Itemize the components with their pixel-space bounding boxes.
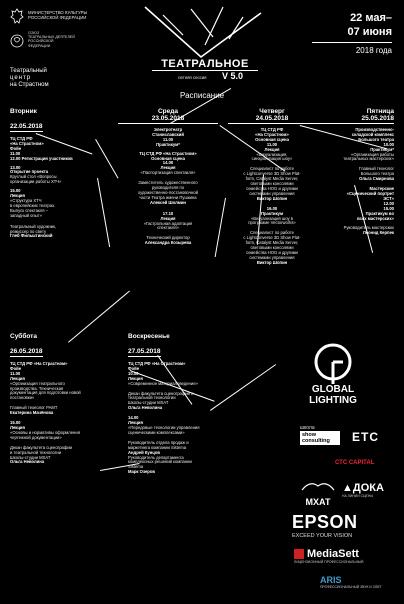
- union-emblem-icon: [10, 33, 24, 54]
- day-tuesday: [10, 108, 90, 239]
- venue-line: Основная сцена: [255, 136, 289, 142]
- day-sunday: [128, 333, 240, 475]
- event-desc: в европейских театрах.: [10, 202, 56, 208]
- speaker-role: Заместитель художественного: [138, 180, 198, 186]
- sat-speaker: [10, 406, 120, 416]
- mediasett-icon: [294, 549, 304, 559]
- speaker-role: части Театра имени Пушкина: [139, 194, 197, 200]
- speaker-role: театральной технологии: [128, 395, 176, 401]
- venue-line: Фойе: [10, 145, 22, 151]
- fri-speaker3: [312, 226, 394, 236]
- thu-speaker2: [228, 231, 316, 265]
- speaker-role: художественно-постановочной: [138, 189, 198, 195]
- event-desc: программе Vectorworks»: [248, 220, 296, 226]
- union-line: ФЕДЕРАЦИИ: [28, 43, 51, 48]
- wed-speaker2: [118, 236, 218, 246]
- thu-venue: [228, 128, 316, 162]
- event-desc: производства. Техническая: [10, 385, 64, 391]
- day-name: Вторник: [10, 108, 37, 115]
- fri-venue: [312, 128, 394, 162]
- event-desc: Выпуск спектакля –: [10, 207, 49, 213]
- speaker-role: Sistema: [128, 464, 144, 470]
- event-title: Лекция: [160, 165, 176, 171]
- speaker-role: Декан факультета сценографии и: [128, 390, 194, 396]
- event-desc: «Организация работы: [351, 151, 394, 157]
- speaker-role: Главный технолог: [359, 166, 394, 172]
- speaker-role: Большого театра: [360, 171, 394, 177]
- page-title: ТЕАТРАЛЬНОЕ: [161, 58, 249, 70]
- event-desc: постановки»: [10, 395, 35, 401]
- consulting-word: consulting: [302, 438, 330, 444]
- session-label: летняя сессия: [178, 75, 207, 80]
- speaker-role: Декан факультета сценографии: [10, 444, 72, 450]
- fri-speaker: [312, 167, 394, 182]
- venue-logo: [10, 68, 49, 88]
- time: 14.00: [128, 415, 139, 421]
- time: 12.00: [383, 200, 394, 206]
- school-word: школа: [300, 425, 315, 431]
- event-desc: «Организация театрального: [10, 380, 65, 386]
- venue-line: Большого театра: [358, 136, 394, 142]
- event-title: Практикум*: [370, 146, 394, 152]
- speaker-role: Специалист по работе: [250, 230, 294, 236]
- mhat-seagull-icon: [300, 478, 336, 492]
- speaker-role: Школы-студии МХАТ: [128, 400, 169, 406]
- venue-logo-line: Театральный: [10, 68, 47, 74]
- time: 12.00: [10, 155, 21, 161]
- day-name: Четверг: [259, 108, 285, 115]
- event-title: Лекция: [10, 375, 25, 381]
- wed-speaker: [118, 181, 218, 206]
- venue-line: ТЦ СТД РФ: [260, 127, 284, 132]
- event-title: Практикум: [260, 210, 284, 216]
- time: 15.00: [10, 188, 21, 194]
- aris-tagline: ПРОФЕССИОНАЛЬНЫЙ ЗВУК И СВЕТ: [320, 585, 382, 589]
- day-name: Воскресенье: [128, 333, 170, 340]
- union-line: СОЮЗ: [28, 31, 40, 35]
- speaker-role: form, Catalyst Media Server,: [245, 240, 299, 246]
- speaker-role: системами управления: [249, 254, 295, 260]
- speaker-role: с Lightconverse 3D Show Plat-: [243, 171, 301, 177]
- doka-word: ДОКА: [352, 482, 384, 494]
- wed-venue: [118, 128, 218, 148]
- date-range: [302, 12, 392, 55]
- ministry-line: РОССИЙСКОЙ ФЕДЕРАЦИИ: [28, 15, 87, 21]
- venue-line: «На Страстном»: [255, 131, 289, 137]
- day-name: Пятница: [366, 108, 394, 115]
- event-title: Открытие проекта: [10, 169, 49, 175]
- time: 11.00: [266, 141, 278, 147]
- sat-item1: [10, 362, 120, 401]
- time: 11.00: [10, 150, 21, 156]
- venue-line: Основная сцена: [151, 155, 185, 161]
- venue-line: ТЦ СТД РФ: [10, 136, 33, 141]
- doka-triangle-icon: ▲: [342, 482, 353, 494]
- ctc-capital-logo: СТС CAPITAL: [335, 460, 375, 466]
- doka-logo: [342, 482, 392, 498]
- version-label: V 5.0: [222, 71, 244, 81]
- theatre-logo-graphic: [143, 5, 263, 65]
- venue-line: Станиславский: [152, 131, 184, 137]
- mediasett-logo: [294, 548, 394, 564]
- wed-item2: [118, 152, 218, 177]
- time: 10.00: [383, 141, 394, 147]
- sun-item2: [128, 416, 240, 436]
- show-consulting-box: [300, 431, 340, 445]
- speaker-role: системами управления: [249, 190, 295, 196]
- time: 10.00: [128, 370, 139, 376]
- venue-line: ТЦ СТД РФ «На Страстном»: [128, 361, 186, 366]
- sat-item2: [10, 421, 120, 441]
- event-desc: Практикум во: [365, 210, 394, 216]
- day-date: 27.05.2018: [128, 348, 161, 355]
- day-thursday: [228, 108, 316, 266]
- speaker-role: и театральной технологии: [10, 449, 62, 455]
- speaker-role: Руководитель отдела продаж и: [128, 439, 189, 445]
- speaker-name: Леонид Керпек: [362, 230, 394, 236]
- day-saturday: [10, 333, 120, 465]
- speaker-role: Руководитель мастерских: [343, 225, 394, 231]
- wed-item3: [118, 212, 218, 232]
- date-divider: [312, 42, 392, 43]
- mhat-text: МХАТ: [305, 497, 331, 507]
- global-word: GLOBAL: [311, 384, 355, 395]
- event-desc: «Структура ХТЧ: [10, 197, 42, 203]
- speaker-role: маркетинга компании Sistema: [128, 444, 187, 450]
- mediasett-word: MediaSett: [307, 548, 359, 560]
- date-range-end: 07 июня: [347, 26, 392, 38]
- day-date: 22.05.2018: [10, 123, 43, 130]
- time: 16.00: [266, 205, 278, 211]
- year-label: 2018 года: [355, 46, 392, 55]
- venue-logo-word: центр: [10, 74, 32, 81]
- event-desc: документация для подготовки новой: [10, 390, 81, 396]
- doka-text: [342, 482, 392, 494]
- event-desc: западный опыт»: [10, 212, 42, 218]
- time: 11.00: [162, 136, 174, 142]
- mediasett-row: [294, 548, 394, 560]
- venue-line: ТЦ СТД РФ «На Страстном»: [139, 150, 197, 156]
- event-desc: «Современное материаловедение»: [128, 380, 198, 386]
- event-desc: синхронизация шоу»: [251, 156, 293, 162]
- etc-logo: ETC: [352, 430, 379, 444]
- day-wednesday: [118, 108, 218, 246]
- ministry-emblem-icon: [10, 8, 24, 29]
- speaker-role: руководителя по: [151, 185, 185, 191]
- venue-line: Мастерские: [369, 186, 394, 192]
- event-desc: театральных мастерских»: [343, 156, 394, 162]
- sun-speaker2: [128, 441, 240, 475]
- event-desc: «Основы и нормативы оформления: [10, 429, 80, 435]
- aris-word: ARIS: [320, 575, 342, 585]
- speaker-name: Марк Озеров: [128, 469, 155, 475]
- union-name: [28, 31, 75, 48]
- event-desc: сценическими комплексами»: [128, 429, 185, 435]
- speaker-name: Глеб Фильштинский: [10, 233, 53, 239]
- show-word: show: [302, 432, 317, 438]
- event-desc: «Визуализация,: [256, 151, 288, 157]
- venue-line: Фойе: [128, 365, 140, 371]
- event-desc: чертежной документации»: [10, 434, 62, 440]
- speaker-role: режиссер по свету: [10, 228, 47, 234]
- doka-subtitle: НА ЛИНИИ СЦЕНЫ: [342, 494, 374, 498]
- event-title: Лекция: [160, 215, 176, 221]
- tue-venue: [10, 137, 90, 162]
- sun-item1: [128, 362, 240, 387]
- venue-line: Фойе: [10, 365, 22, 371]
- time: 15.00: [383, 205, 394, 211]
- event-desc: спектакля»: [157, 225, 179, 231]
- event-title: Лекция: [128, 420, 143, 426]
- event-desc: «Визуализация шоу в: [250, 215, 294, 221]
- speaker-role: световыми консолями: [250, 245, 294, 251]
- ministry-name: [28, 10, 87, 20]
- speaker-name: Ольга Смирнова: [359, 176, 394, 182]
- epson-word: EPSON: [292, 512, 358, 532]
- speaker-role: Школы-студии МХАТ: [10, 454, 51, 460]
- speaker-name: Виктор Шопин: [256, 259, 288, 265]
- show-consulting-logo: [300, 425, 340, 445]
- speaker-role: Специалист по работе: [250, 166, 294, 172]
- global-lighting-icon: [313, 342, 353, 384]
- epson-logo: [292, 512, 392, 539]
- speaker-name: Александра Козырева: [144, 240, 192, 246]
- time: 15.00: [10, 420, 21, 426]
- mediasett-tagline: ЛИЦЕНЗИОННЫЙ ПРОФЕССИОНАЛЬНЫЙ: [294, 560, 364, 564]
- speaker-name: Андрей Кунцов: [128, 449, 160, 455]
- speaker-role: семейства HOG и другими: [246, 249, 298, 255]
- speaker-role: Руководитель департамента: [128, 454, 184, 460]
- speaker-role: с Lightconverse 3D Show Plat-: [243, 235, 301, 241]
- event-title: Лекция: [128, 375, 143, 381]
- tue-item4: [10, 189, 90, 218]
- speaker-role: семейства HOG и другими: [246, 185, 298, 191]
- day-date: 26.05.2018: [10, 348, 43, 355]
- tue-item1: [10, 157, 90, 162]
- day-name: Среда: [157, 108, 179, 115]
- epson-tagline: EXCEED YOUR VISION: [292, 533, 353, 539]
- speaker-role: Театральный художник,: [10, 223, 57, 229]
- venue-line: ТЦ СТД РФ «На Страстном»: [10, 361, 68, 366]
- event-desc: организации работы ХТЧ»: [10, 179, 62, 185]
- speaker-role: form, Catalyst Media Server,: [245, 176, 299, 182]
- venue-line: Производственно-: [355, 127, 394, 132]
- speaker-name: Екатерина Мачёнова: [10, 410, 54, 416]
- connector-line: [97, 178, 110, 247]
- event-title: Лекция: [264, 146, 280, 152]
- fri-item2: [312, 187, 394, 221]
- thu-speaker: [228, 167, 316, 201]
- day-date: 24.05.2018: [228, 115, 316, 124]
- ministry-line: МИНИСТЕРСТВО КУЛЬТУРЫ: [28, 10, 88, 15]
- time: 11.00: [10, 370, 21, 376]
- tue-speaker: [10, 225, 90, 240]
- mhat-logo: [300, 478, 336, 507]
- sun-speaker: [128, 392, 240, 412]
- event-desc: «Паспортизация спектакля»: [140, 170, 196, 176]
- schedule-heading: Расписание: [180, 91, 225, 100]
- union-line: РОССИЙСКОЙ: [28, 39, 54, 44]
- speaker-name: Алексей Шолмин: [150, 199, 186, 205]
- connector-line: [95, 139, 119, 179]
- global-lighting-text: [288, 384, 378, 406]
- time: 14.00: [162, 160, 174, 166]
- venue-line: Электротеатр: [153, 127, 183, 132]
- thu-item2: [228, 207, 316, 227]
- aris-logo: [320, 575, 390, 589]
- speaker-role: Технический директор: [146, 235, 190, 241]
- venue-logo-line: на Страстном: [10, 81, 49, 88]
- event-desc: «Передовые технологии управления: [128, 424, 200, 430]
- tue-item3: [10, 166, 90, 186]
- speaker-name: Ольга Неволина: [128, 405, 163, 411]
- event-title: «Сценический портрет: [346, 190, 394, 196]
- speaker-role: Главный технолог РАМТ: [10, 405, 58, 411]
- event-desc: Круглый стол «Вопросы: [10, 174, 57, 180]
- event-title: Регистрация участников: [21, 155, 73, 161]
- sat-speaker2: [10, 446, 120, 466]
- speaker-role: комплексных решений компании: [128, 459, 192, 465]
- day-date: 23.05.2018: [118, 115, 218, 124]
- event-title: Лекция: [10, 193, 25, 199]
- speaker-role: световыми консолями: [250, 181, 294, 187]
- venue-logo-line: [10, 75, 49, 82]
- time: 13.00: [10, 164, 21, 170]
- speaker-name: Виктор Шопин: [256, 195, 288, 201]
- speaker-name: Ольга Неволина: [10, 459, 45, 465]
- event-title: Практикум*: [156, 141, 180, 147]
- lighting-word: LIGHTING: [309, 395, 357, 406]
- event-desc: всех мастерских»: [357, 215, 394, 221]
- day-friday: [312, 108, 394, 236]
- day-date: 25.05.2018: [312, 115, 394, 124]
- venue-line: «На Страстном»: [10, 140, 44, 146]
- event-desc: «Гастрольная адаптация: [143, 220, 193, 226]
- event-title: ЭСТ»: [383, 195, 394, 201]
- day-name: Суббота: [10, 333, 37, 340]
- event-title: Лекция: [10, 424, 25, 430]
- date-range-start: 22 мая–: [350, 12, 392, 24]
- global-lighting-logo: [288, 342, 378, 406]
- union-line: ТЕАТРАЛЬНЫХ ДЕЯТЕЛЕЙ: [28, 35, 75, 40]
- time: 17.10: [162, 210, 174, 216]
- venue-line: складской комплекс: [351, 131, 394, 137]
